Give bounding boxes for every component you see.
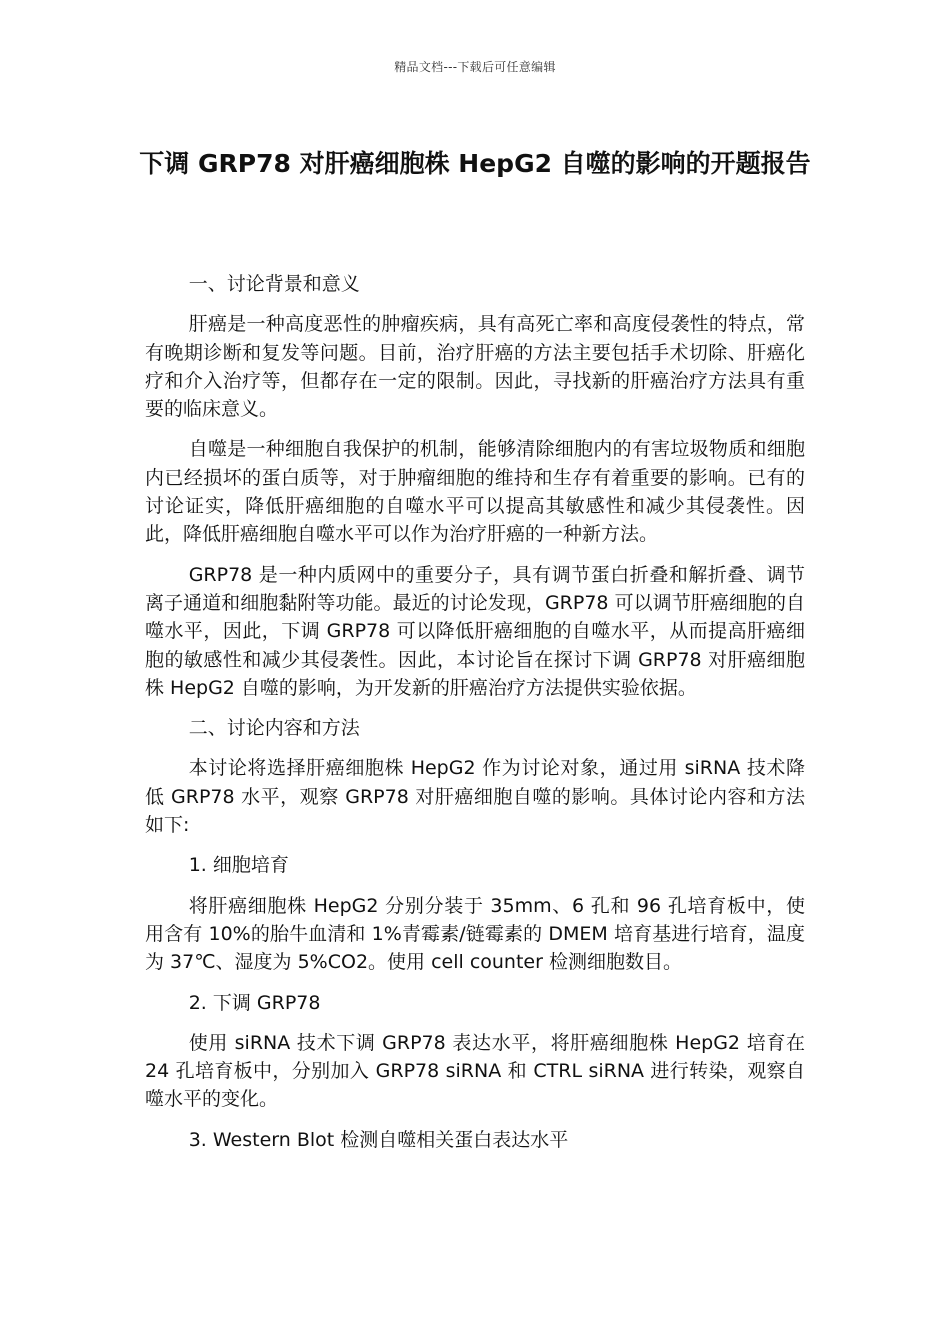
paragraph-methods-intro: 本讨论将选择肝癌细胞株 HepG2 作为讨论对象，通过用 siRNA 技术降低 GRP78 水平，观察 GRP78 对肝癌细胞自噬的影响。具体讨论内容和方法如下: <box>145 757 805 837</box>
section-heading-methods: 二、讨论内容和方法 <box>188 717 360 740</box>
document-title: 下调 GRP78 对肝癌细胞株 HepG2 自噬的影响的开题报告 <box>139 149 811 178</box>
subheading-grp78-knockdown: 2. 下调 GRP78 <box>188 991 321 1014</box>
section-heading-background: 一、讨论背景和意义 <box>188 273 360 295</box>
page-header: 精品文档---下载后可任意编辑 <box>394 60 556 74</box>
document-body <box>145 270 805 1166</box>
subheading-western-blot: 3. Western Blot 检测自噬相关蛋白表达水平 <box>188 1128 569 1151</box>
paragraph-grp78-knockdown: 使用 siRNA 技术下调 GRP78 表达水平，将肝癌细胞株 HepG2 培育在 24 孔培育板中，分别加入 GRP78 siRNA 和 CTRL siRNA 进行转染，观察自噬水平的变化。 <box>145 1031 805 1111</box>
paragraph-grp78: GRP78 是一种内质网中的重要分子，具有调节蛋白折叠和解折叠、调节离子通道和细胞黏附等功能。最近的讨论发现，GRP78 可以调节肝癌细胞的自噬水平，因此，下调 GRP78 可以降低肝癌细胞的自噬水平，从而提高肝癌细胞的敏感性和减少其侵袭性。因此，本讨论旨在探讨下调 GRP78 对肝癌细胞株 HepG2 自噬的影响，为开发新的肝癌治疗方法提供实验依据。 <box>145 563 805 699</box>
paragraph-autophagy: 自噬是一种细胞自我保护的机制，能够清除细胞内的有害垃圾物质和细胞内已经损坏的蛋白质等，对于肿瘤细胞的维持和生存有着重要的影响。已有的讨论证实，降低肝癌细胞的自噬水平可以提高其敏感性和减少其侵袭性。因此，降低肝癌细胞自噬水平可以作为治疗肝癌的一种新方法。 <box>145 438 805 546</box>
paragraph-cell-culture: 将肝癌细胞株 HepG2 分别分装于 35mm、6 孔和 96 孔培育板中，使用含有 10%的胎牛血清和 1%青霉素/链霉素的 DMEM 培育基进行培育，温度为 37℃、湿度为 5%CO2。使用 cell counter 检测细胞数目。 <box>145 894 805 974</box>
subheading-cell-culture: 1. 细胞培育 <box>188 854 289 877</box>
paragraph-liver-cancer: 肝癌是一种高度恶性的肿瘤疾病，具有高死亡率和高度侵袭性的特点，常有晚期诊断和复发等问题。目前，治疗肝癌的方法主要包括手术切除、肝癌化疗和介入治疗等，但都存在一定的限制。因此，寻找新的肝癌治疗方法具有重要的临床意义。 <box>145 313 805 421</box>
